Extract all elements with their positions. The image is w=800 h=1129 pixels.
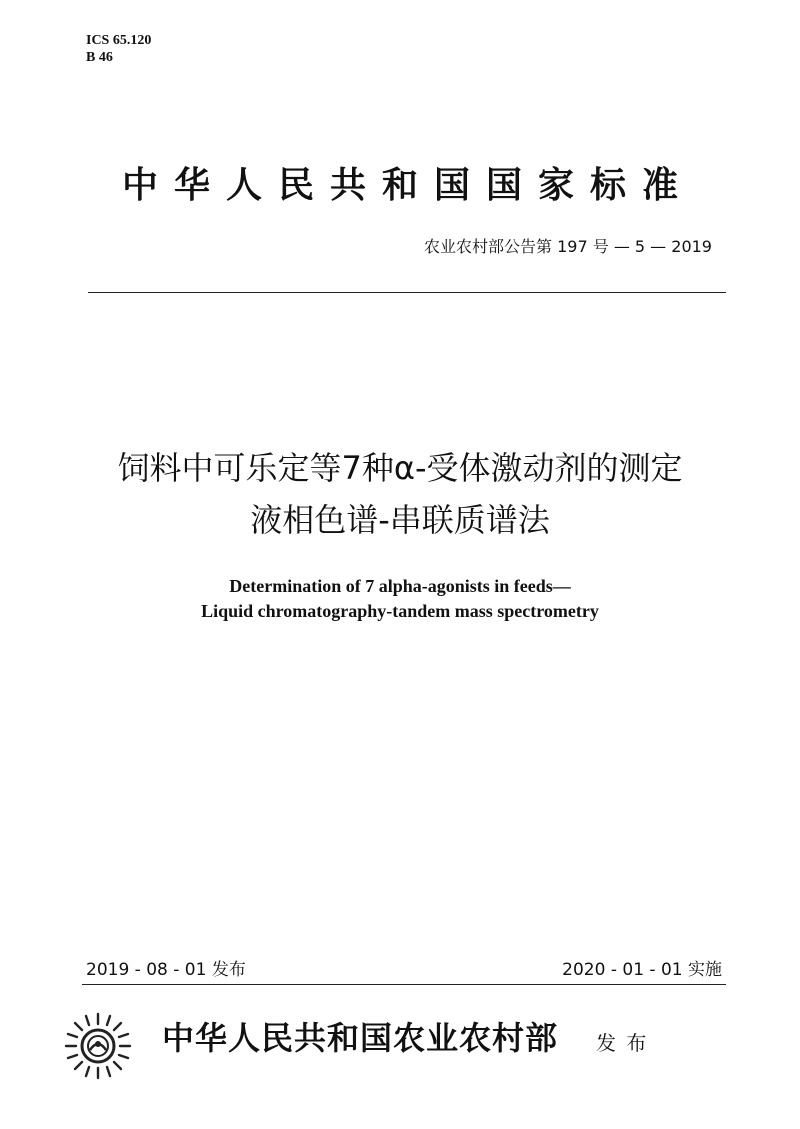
publish-label: 发 布 [596,1031,649,1055]
issuing-ministry: 中华人民共和国农业农村部 [162,1019,559,1057]
issue-date: 2019 - 08 - 01 发布 [86,960,246,980]
title-chinese-line-2: 液相色谱-串联质谱法 [250,501,550,539]
national-emblem-icon [62,1010,134,1082]
national-standard-title: 中华人民共和国国家标准 [121,164,694,206]
ics-code: ICS 65.120 [86,33,152,48]
ccs-code: B 46 [86,50,113,65]
title-chinese-line-1: 饲料中可乐定等7种α-受体激动剂的测定 [117,449,683,487]
top-divider [88,292,726,293]
bottom-divider [82,984,726,985]
title-english-line-1: Determination of 7 alpha-agonists in feeds— [229,576,571,596]
standard-number: 农业农村部公告第 197 号 — 5 — 2019 [424,237,712,256]
classification-codes [86,32,151,66]
title-english-line-2: Liquid chromatography-tandem mass spectrometry [201,601,599,621]
implementation-date: 2020 - 01 - 01 实施 [562,960,722,980]
